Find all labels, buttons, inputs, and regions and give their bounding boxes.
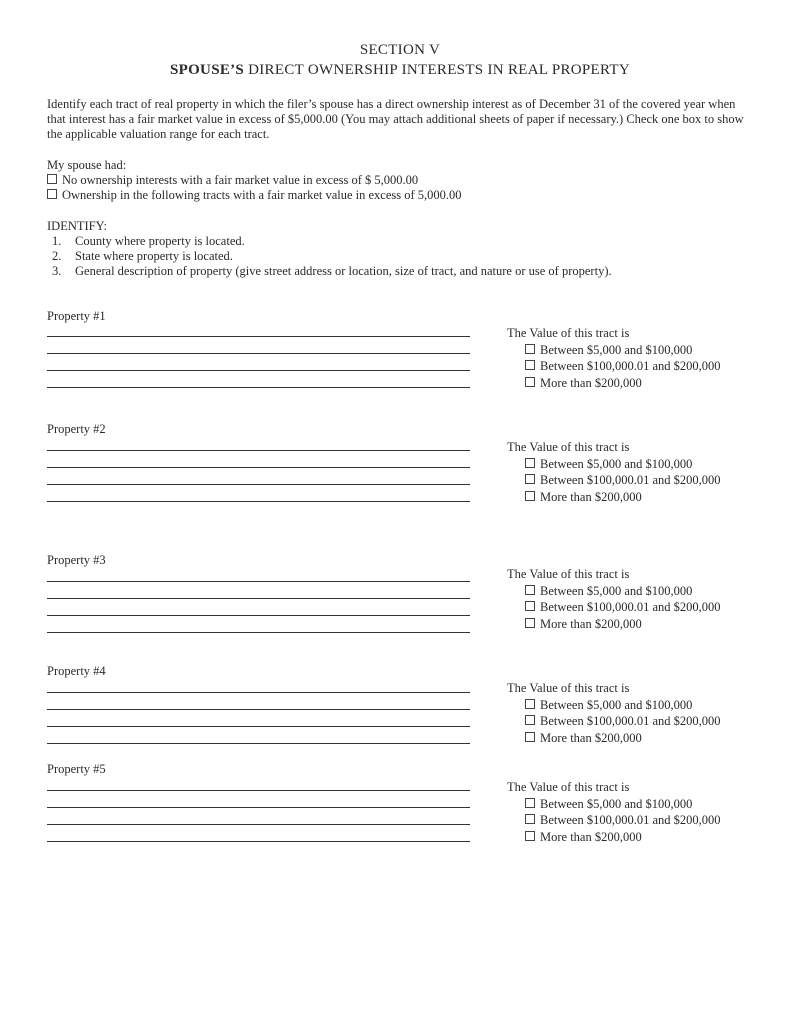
property-5-line[interactable] xyxy=(47,807,470,808)
identify-item: 1. County where property is located. xyxy=(52,234,245,248)
checkbox[interactable] xyxy=(525,715,535,725)
valuation-option[interactable]: Between $5,000 and $100,000 xyxy=(507,456,721,473)
valuation-option[interactable]: More than $200,000 xyxy=(507,829,721,846)
section-number: SECTION V xyxy=(359,42,441,58)
checkbox[interactable] xyxy=(525,491,535,501)
valuation-option[interactable]: Between $5,000 and $100,000 xyxy=(507,583,721,600)
checkbox[interactable] xyxy=(525,344,535,354)
property-1-label: Property #1 xyxy=(47,309,106,323)
valuation-heading: The Value of this tract is xyxy=(507,681,630,695)
page-title xyxy=(0,62,800,79)
property-3-line[interactable] xyxy=(47,598,470,599)
property-2-label: Property #2 xyxy=(47,422,106,436)
checkbox[interactable] xyxy=(525,458,535,468)
property-5-valuation xyxy=(507,779,721,846)
valuation-option[interactable]: More than $200,000 xyxy=(507,489,721,506)
property-4-valuation xyxy=(507,680,721,747)
property-5-label: Property #5 xyxy=(47,762,106,776)
checkbox[interactable] xyxy=(525,699,535,709)
property-4-line[interactable] xyxy=(47,692,470,693)
valuation-heading: The Value of this tract is xyxy=(507,567,630,581)
page-title-bold: SPOUSE’S xyxy=(169,62,245,78)
ownership-option[interactable] xyxy=(47,188,747,203)
checkbox[interactable] xyxy=(525,377,535,387)
property-1-line[interactable] xyxy=(47,353,470,354)
checkbox[interactable] xyxy=(525,732,535,742)
page-title-rest: DIRECT OWNERSHIP INTERESTS IN REAL PROPERTY xyxy=(244,62,630,78)
property-2-line[interactable] xyxy=(47,467,470,468)
property-3-valuation xyxy=(507,566,721,633)
valuation-option[interactable]: More than $200,000 xyxy=(507,730,721,747)
checkbox[interactable] xyxy=(525,474,535,484)
valuation-option[interactable]: Between $5,000 and $100,000 xyxy=(507,697,721,714)
property-2-line[interactable] xyxy=(47,501,470,502)
valuation-option[interactable]: Between $5,000 and $100,000 xyxy=(507,796,721,813)
property-3-line[interactable] xyxy=(47,581,470,582)
valuation-option[interactable]: Between $100,000.01 and $200,000 xyxy=(507,358,721,375)
property-3-label: Property #3 xyxy=(47,553,106,567)
property-1-valuation xyxy=(507,325,721,392)
property-4-line[interactable] xyxy=(47,726,470,727)
checkbox[interactable] xyxy=(525,601,535,611)
valuation-heading: The Value of this tract is xyxy=(507,780,630,794)
property-4-label: Property #4 xyxy=(47,664,106,678)
valuation-option[interactable]: More than $200,000 xyxy=(507,616,721,633)
property-2-line[interactable] xyxy=(47,484,470,485)
option-label: No ownership interests with a fair market value in excess of $ 5,000.00 xyxy=(62,173,419,187)
valuation-heading: The Value of this tract is xyxy=(507,440,630,454)
property-4-line[interactable] xyxy=(47,743,470,744)
instructions-paragraph: Identify each tract of real property in which the filer’s spouse has a direct ownership interest as of December 31 of the covered year when that interest has a fair market value in excess of $5,000.00 (You may attach additional sheets of paper if necessary.) Check one box to show the applicable valuation range for each tract. xyxy=(47,97,744,141)
valuation-option[interactable]: Between $100,000.01 and $200,000 xyxy=(507,472,721,489)
property-5-line[interactable] xyxy=(47,841,470,842)
checkbox[interactable] xyxy=(47,189,57,199)
valuation-option[interactable]: Between $100,000.01 and $200,000 xyxy=(507,599,721,616)
identify-label: IDENTIFY: xyxy=(47,219,107,233)
property-5-line[interactable] xyxy=(47,824,470,825)
checkbox[interactable] xyxy=(525,585,535,595)
property-4-line[interactable] xyxy=(47,709,470,710)
property-2-line[interactable] xyxy=(47,450,470,451)
identify-item: 3. General description of property (give street address or location, size of tract, and nature or use of property). xyxy=(52,264,612,278)
property-3-line[interactable] xyxy=(47,615,470,616)
checkbox[interactable] xyxy=(525,814,535,824)
valuation-option[interactable]: Between $100,000.01 and $200,000 xyxy=(507,812,721,829)
property-1-line[interactable] xyxy=(47,387,470,388)
property-3-line[interactable] xyxy=(47,632,470,633)
checkbox[interactable] xyxy=(525,618,535,628)
property-2-valuation xyxy=(507,439,721,506)
valuation-option[interactable]: Between $5,000 and $100,000 xyxy=(507,342,721,359)
valuation-heading: The Value of this tract is xyxy=(507,326,630,340)
option-label: Ownership in the following tracts with a fair market value in excess of 5,000.00 xyxy=(62,188,462,202)
checkbox[interactable] xyxy=(525,798,535,808)
property-1-line[interactable] xyxy=(47,370,470,371)
checkbox[interactable] xyxy=(525,360,535,370)
identify-block xyxy=(47,219,747,279)
spouse-had-label: My spouse had: xyxy=(47,158,127,172)
checkbox[interactable] xyxy=(525,831,535,841)
no-interests-option[interactable] xyxy=(47,173,747,188)
checkbox[interactable] xyxy=(47,174,57,184)
valuation-option[interactable]: More than $200,000 xyxy=(507,375,721,392)
valuation-option[interactable]: Between $100,000.01 and $200,000 xyxy=(507,713,721,730)
property-1-line[interactable] xyxy=(47,336,470,337)
identify-item: 2. State where property is located. xyxy=(52,249,233,263)
spouse-had-block xyxy=(47,158,747,203)
property-5-line[interactable] xyxy=(47,790,470,791)
